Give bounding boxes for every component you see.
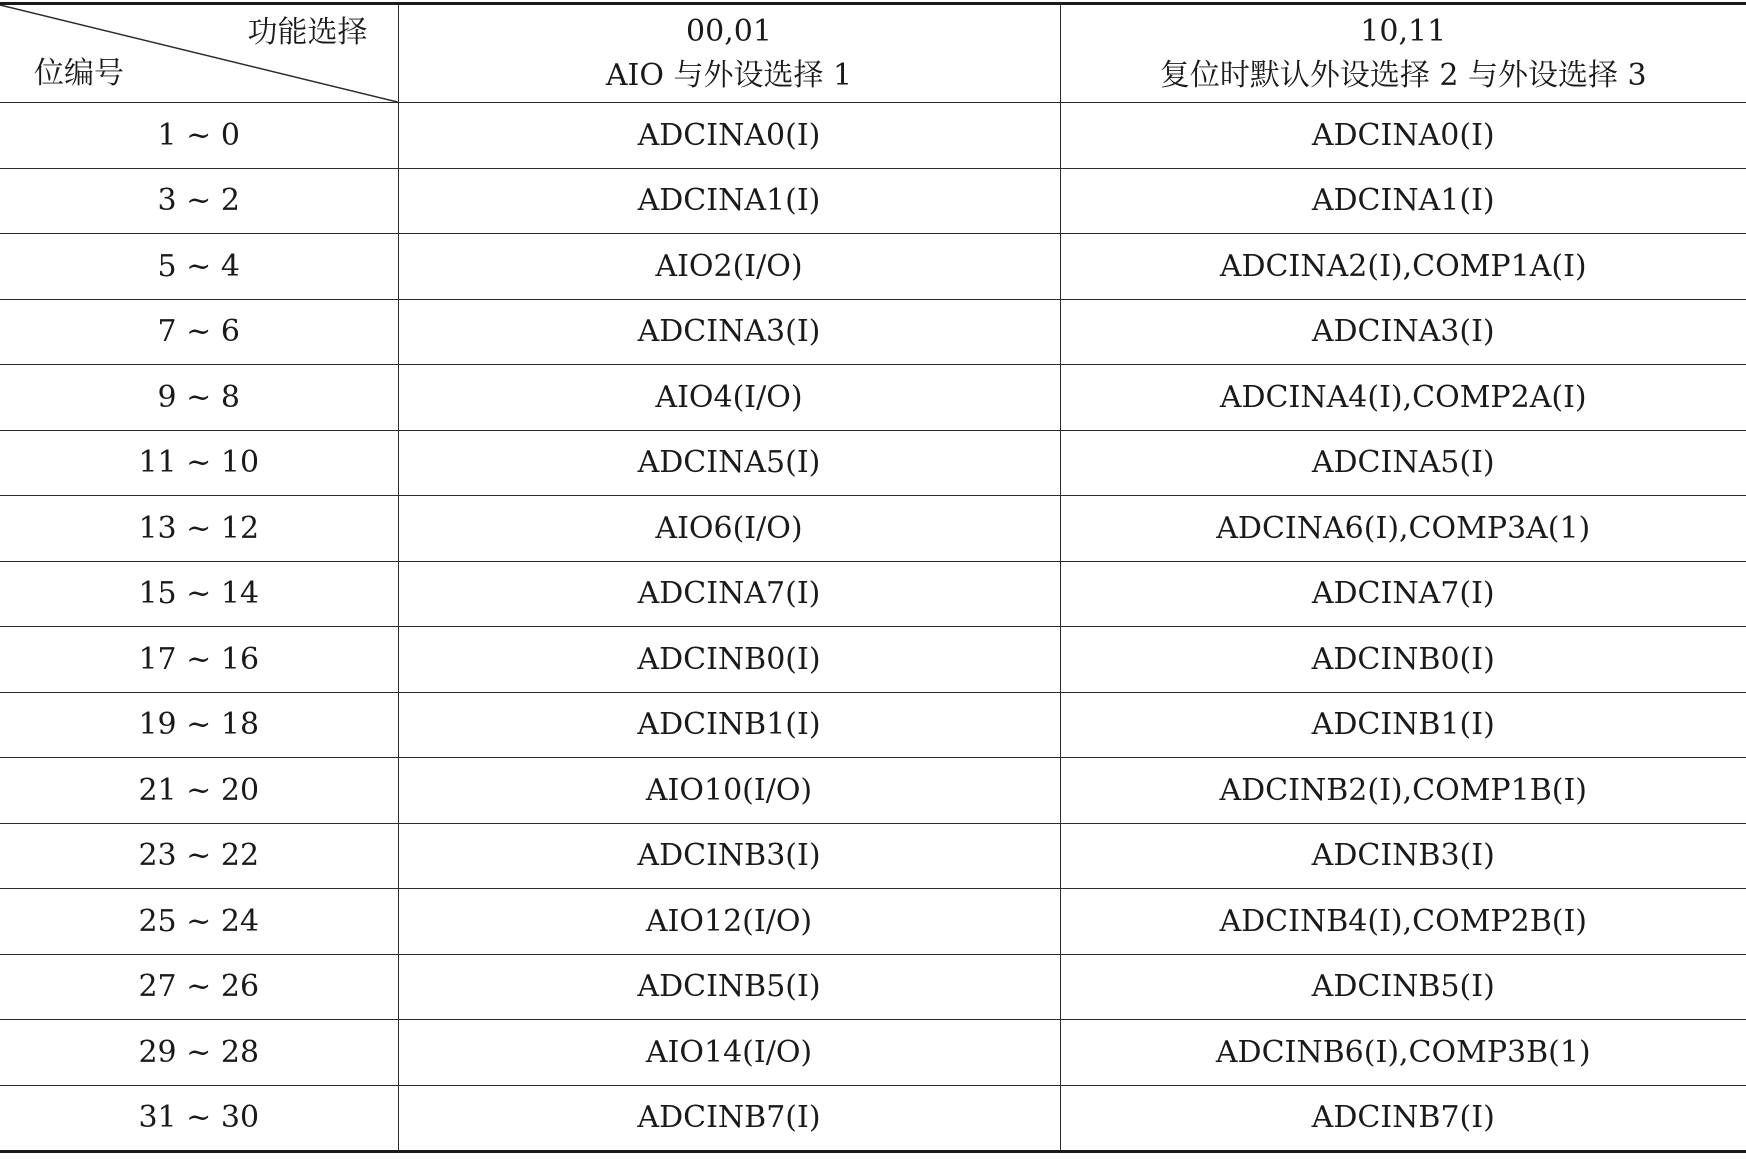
selection-1-cell: ADCINA5(Ⅰ) (398, 430, 1060, 496)
register-table-container (0, 2, 1746, 1153)
selection-2-3-cell: ADCINB5(Ⅰ) (1060, 954, 1746, 1020)
selection-2-3-cell: ADCINB7(Ⅰ) (1060, 1085, 1746, 1152)
selection-1-cell: ADCINB0(Ⅰ) (398, 627, 1060, 693)
table-row (0, 627, 1746, 693)
bit-range-cell: 17 ~ 16 (0, 627, 398, 693)
selection-1-cell: AIO12(Ⅰ/O) (398, 889, 1060, 955)
selection-2-3-cell: ADCINB1(Ⅰ) (1060, 692, 1746, 758)
bit-range-cell: 9 ~ 8 (0, 365, 398, 431)
bit-range-cell: 7 ~ 6 (0, 299, 398, 365)
corner-header-cell (0, 4, 398, 103)
bit-range-cell: 21 ~ 20 (0, 758, 398, 824)
selection-1-cell: ADCINB7(Ⅰ) (398, 1085, 1060, 1152)
header-selection-2-3-desc: 复位时默认外设选择 2 与外设选择 3 (1159, 57, 1647, 93)
header-selection-1 (398, 4, 1060, 103)
header-selection-2-3 (1060, 4, 1746, 103)
selection-2-3-cell: ADCINB2(Ⅰ),COMP1B(Ⅰ) (1060, 758, 1746, 824)
table-row (0, 823, 1746, 889)
selection-1-cell: AIO10(Ⅰ/O) (398, 758, 1060, 824)
selection-2-3-cell: ADCINA2(Ⅰ),COMP1A(Ⅰ) (1060, 234, 1746, 300)
selection-2-3-cell: ADCINB0(Ⅰ) (1060, 627, 1746, 693)
table-row (0, 365, 1746, 431)
table-body (0, 103, 1746, 1152)
selection-1-cell: AIO4(Ⅰ/O) (398, 365, 1060, 431)
bit-range-cell: 25 ~ 24 (0, 889, 398, 955)
selection-1-cell: ADCINB5(Ⅰ) (398, 954, 1060, 1020)
table-row (0, 168, 1746, 234)
table-row (0, 1020, 1746, 1086)
bit-range-cell: 31 ~ 30 (0, 1085, 398, 1152)
bit-range-cell: 19 ~ 18 (0, 692, 398, 758)
bit-range-cell: 11 ~ 10 (0, 430, 398, 496)
table-row (0, 496, 1746, 562)
table-row (0, 299, 1746, 365)
selection-1-cell: AIO14(Ⅰ/O) (398, 1020, 1060, 1086)
selection-2-3-cell: ADCINB4(Ⅰ),COMP2B(Ⅰ) (1060, 889, 1746, 955)
selection-2-3-cell: ADCINA4(Ⅰ),COMP2A(Ⅰ) (1060, 365, 1746, 431)
register-bit-table (0, 2, 1746, 1153)
header-selection-1-code: 00,01 (686, 13, 772, 49)
selection-1-cell: ADCINA3(Ⅰ) (398, 299, 1060, 365)
bit-range-cell: 1 ~ 0 (0, 103, 398, 169)
bit-range-cell: 15 ~ 14 (0, 561, 398, 627)
selection-2-3-cell: ADCINA3(Ⅰ) (1060, 299, 1746, 365)
selection-2-3-cell: ADCINA5(Ⅰ) (1060, 430, 1746, 496)
bit-range-cell: 23 ~ 22 (0, 823, 398, 889)
header-row (0, 4, 1746, 103)
selection-1-cell: ADCINA7(Ⅰ) (398, 561, 1060, 627)
selection-1-cell: AIO2(Ⅰ/O) (398, 234, 1060, 300)
selection-1-cell: ADCINB1(Ⅰ) (398, 692, 1060, 758)
table-row (0, 954, 1746, 1020)
table-row (0, 234, 1746, 300)
table-row (0, 561, 1746, 627)
bit-range-cell: 13 ~ 12 (0, 496, 398, 562)
selection-2-3-cell: ADCINA6(Ⅰ),COMP3A(1) (1060, 496, 1746, 562)
table-row (0, 1085, 1746, 1152)
selection-1-cell: ADCINA0(Ⅰ) (398, 103, 1060, 169)
table-row (0, 889, 1746, 955)
table-row (0, 692, 1746, 758)
selection-1-cell: AIO6(Ⅰ/O) (398, 496, 1060, 562)
selection-1-cell: ADCINA1(Ⅰ) (398, 168, 1060, 234)
selection-1-cell: ADCINB3(Ⅰ) (398, 823, 1060, 889)
bit-range-cell: 29 ~ 28 (0, 1020, 398, 1086)
selection-2-3-cell: ADCINB6(Ⅰ),COMP3B(1) (1060, 1020, 1746, 1086)
table-row (0, 103, 1746, 169)
selection-2-3-cell: ADCINA0(Ⅰ) (1060, 103, 1746, 169)
corner-label-bit: 位编号 (34, 56, 124, 91)
header-selection-2-3-code: 10,11 (1360, 13, 1447, 49)
corner-label-function: 功能选择 (247, 15, 368, 50)
selection-2-3-cell: ADCINB3(Ⅰ) (1060, 823, 1746, 889)
table-row (0, 758, 1746, 824)
bit-range-cell: 3 ~ 2 (0, 168, 398, 234)
selection-2-3-cell: ADCINA1(Ⅰ) (1060, 168, 1746, 234)
header-selection-1-desc: AIO 与外设选择 1 (605, 57, 853, 93)
bit-range-cell: 27 ~ 26 (0, 954, 398, 1020)
selection-2-3-cell: ADCINA7(Ⅰ) (1060, 561, 1746, 627)
bit-range-cell: 5 ~ 4 (0, 234, 398, 300)
table-row (0, 430, 1746, 496)
